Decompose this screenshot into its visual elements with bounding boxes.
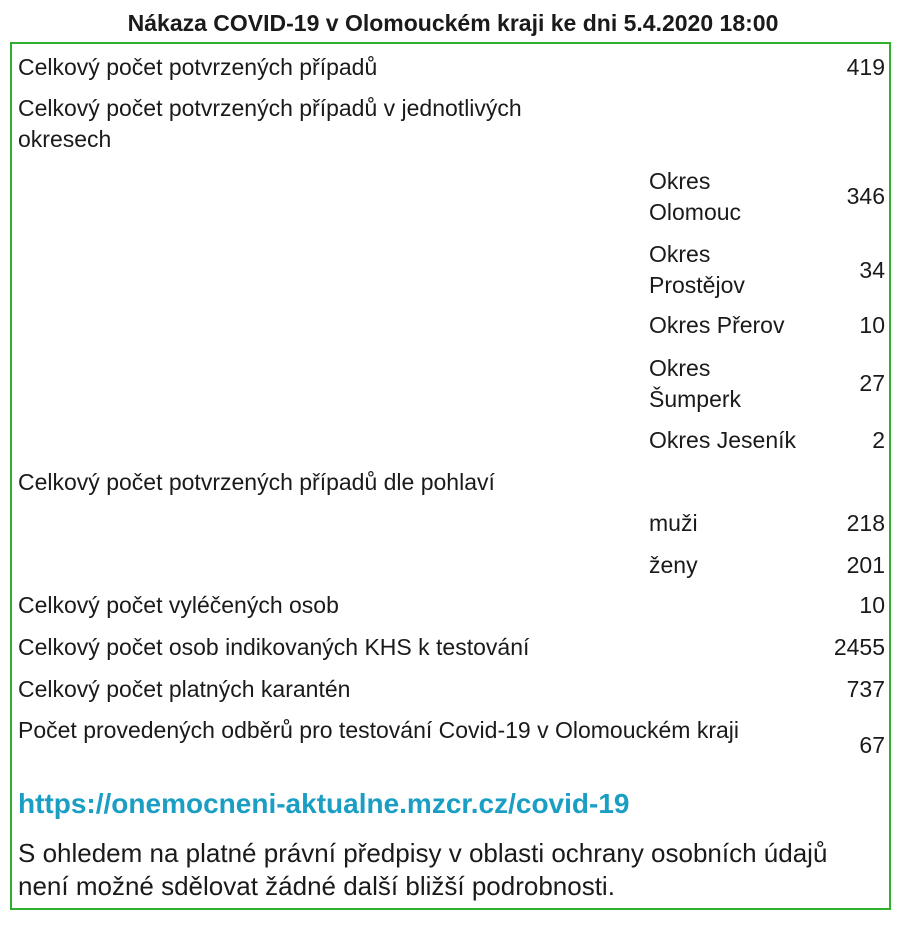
district-value: 2 — [872, 427, 885, 453]
total-value: 419 — [846, 54, 885, 80]
gender-name: muži — [649, 510, 698, 536]
district-name: Okres Jeseník — [649, 427, 796, 453]
gender-value: 218 — [846, 510, 885, 536]
recovered-label: Celkový počet vyléčených osob — [18, 592, 339, 618]
recovered-value: 10 — [859, 592, 885, 618]
district-value: 10 — [859, 312, 885, 338]
quarantine-value: 737 — [846, 676, 885, 702]
district-name: Okres Přerov — [649, 312, 785, 338]
gender-label: Celkový počet potvrzených případů dle pohlaví — [18, 469, 495, 495]
gender-name: ženy — [649, 552, 698, 578]
page-title: Nákaza COVID-19 v Olomouckém kraji ke dni 5.4.2020 18:00 — [127, 10, 779, 36]
district-name: Okres Šumperk — [649, 355, 742, 412]
quarantine-label: Celkový počet platných karantén — [18, 676, 351, 702]
districts-label: Celkový počet potvrzených případů v jednotlivých okresech — [18, 95, 522, 152]
district-name: Okres Prostějov — [649, 241, 745, 298]
district-value: 346 — [846, 183, 885, 209]
district-value: 27 — [859, 370, 885, 396]
indicated-value: 2455 — [833, 634, 885, 660]
privacy-note: S ohledem na platné právní předpisy v oblasti ochrany osobních údajů není možné sdělovat žádné další bližší podrobnosti. — [18, 838, 828, 901]
district-name: Okres Olomouc — [649, 168, 742, 225]
indicated-label: Celkový počet osob indikovaných KHS k testování — [18, 634, 530, 660]
gender-value: 201 — [846, 552, 885, 578]
district-value: 34 — [859, 257, 885, 283]
samples-label: Počet provedených odběrů pro testování Covid-19 v Olomouckém kraji — [18, 717, 740, 743]
stats-panel — [10, 42, 891, 910]
total-label: Celkový počet potvrzených případů — [18, 54, 378, 80]
samples-value: 67 — [859, 732, 885, 758]
source-link[interactable]: https://onemocneni-aktualne.mzcr.cz/covid-19 — [18, 788, 630, 819]
